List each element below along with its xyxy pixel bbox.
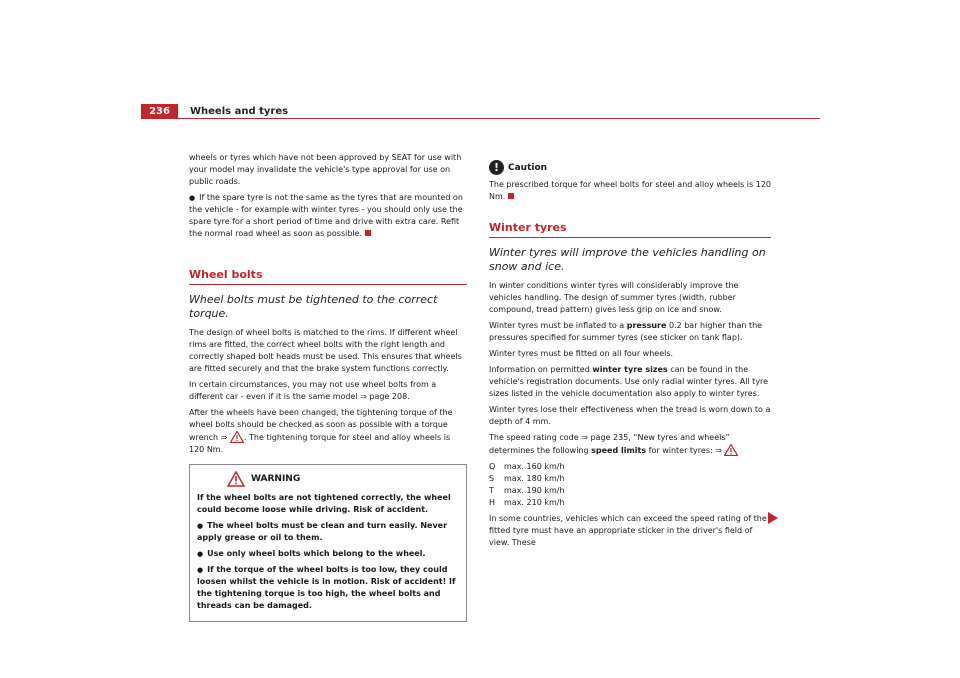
- paragraph: [189, 407, 467, 456]
- paragraph: [489, 320, 771, 344]
- caution-paragraph: [489, 179, 771, 203]
- warning-bullet: ● If the torque of the wheel bolts is too low, they could loosen whilst the vehicle is in motion. Risk of accident! If the tightening torque is too high, the wheel bolts and threads can be damaged.: [197, 564, 459, 612]
- paragraph: [489, 432, 771, 457]
- next-page-arrow-icon[interactable]: [768, 512, 778, 524]
- bold-term: winter tyre sizes: [592, 365, 668, 374]
- paragraph-text: . The tightening torque for steel and alloy wheels is 120 Nm.: [189, 433, 451, 454]
- speed-code: Q: [489, 462, 496, 471]
- section-subtitle-wheel-bolts: Wheel bolts must be tightened to the correct torque.: [189, 293, 438, 320]
- paragraph: In some countries, vehicles which can exceed the speed rating of the fitted tyre must have an appropriate sticker in the driver's field of view. These: [489, 514, 767, 547]
- paragraph: In certain circumstances, you may not use wheel bolts from a different car - even if it is the same model ⇒ page 208.: [189, 380, 437, 401]
- right-column: [489, 152, 771, 553]
- paragraph-text: Winter tyres must be inflated to a: [489, 321, 627, 330]
- section-title-winter-tyres: Winter tyres: [489, 221, 567, 234]
- warning-bullet: ● The wheel bolts must be clean and turn easily. Never apply grease or oil to them.: [197, 520, 459, 544]
- section-title-wheel-bolts: Wheel bolts: [189, 268, 263, 281]
- paragraph: The design of wheel bolts is matched to the rims. If different wheel rims are fitted, the correct wheel bolts with the right length and correctly shaped bolt heads must be used. This ensures that wheels are fitted securely and that the brake system functions correctly.: [189, 328, 462, 373]
- paragraph-text: can be found in the vehicle's registration documents. Use only radial winter tyres. All tyre sizes listed in the vehicle documentation also apply to winter tyres.: [489, 365, 769, 398]
- speed-limit: max. 210 km/h: [504, 498, 565, 507]
- speed-code: T: [489, 486, 494, 495]
- warning-title: WARNING: [251, 474, 301, 484]
- speed-row: [489, 473, 771, 485]
- caution-header: [489, 160, 771, 175]
- bold-term: speed limits: [591, 446, 647, 455]
- section-subtitle-winter-tyres: Winter tyres will improve the vehicles handling on snow and ice.: [489, 246, 766, 273]
- paragraph: Winter tyres must be fitted on all four wheels.: [489, 349, 674, 358]
- speed-code: S: [489, 474, 495, 483]
- caution-title: Caution: [508, 162, 548, 173]
- page-number: 236: [141, 104, 178, 119]
- speed-row: [489, 497, 771, 509]
- caution-icon: !: [489, 160, 504, 175]
- warning-header: [197, 471, 459, 487]
- paragraph-text: Information on permitted: [489, 365, 593, 374]
- intro-bullet: [189, 192, 467, 240]
- paragraph-text: 0.2 bar higher than the pressures specified for summer tyres (see sticker on tank flap).: [489, 321, 763, 342]
- paragraph-text: for winter tyres: ⇒: [646, 446, 722, 455]
- section-rule: [489, 237, 771, 238]
- paragraph: [489, 364, 771, 400]
- section-rule: [189, 284, 467, 285]
- paragraph: Winter tyres lose their effectiveness when the tread is worn down to a depth of 4 mm.: [489, 405, 771, 426]
- left-column: [189, 152, 467, 622]
- speed-limit: max. 180 km/h: [504, 474, 565, 483]
- speed-limit: max. 190 km/h: [504, 486, 565, 495]
- paragraph: In winter conditions winter tyres will considerably improve the vehicles handling. The design of summer tyres (width, rubber compound, tread pattern) gives less grip on ice and snow.: [489, 281, 739, 314]
- warning-box: [189, 464, 467, 622]
- intro-paragraph: wheels or tyres which have not been approved by SEAT for use with your model may invalidate the vehicle's type approval for use on public roads.: [189, 153, 462, 186]
- intro-bullet-text: If the spare tyre is not the same as the tyres that are mounted on the vehicle - for example with winter tyres - you should only use the spare tyre for a short period of time and drive with extra care. Refit the normal road wheel as soon as possible.: [189, 193, 463, 238]
- speed-list: [489, 461, 771, 509]
- speed-row: [489, 461, 771, 473]
- end-mark-icon: [508, 193, 514, 199]
- caution-text: The prescribed torque for wheel bolts for steel and alloy wheels is 120 Nm.: [489, 180, 771, 201]
- end-mark-icon: [365, 230, 371, 236]
- paragraph-text: The speed rating code ⇒ page 235, “New tyres and wheels” determines the following: [489, 433, 730, 455]
- paragraph-text: After the wheels have been changed, the tightening torque of the wheel bolts should be checked as soon as possible with a torque wrench ⇒: [189, 408, 453, 442]
- speed-limit: max. 160 km/h: [504, 462, 565, 471]
- warning-triangle-icon: [230, 431, 244, 443]
- speed-code: H: [489, 498, 496, 507]
- header-rule: [178, 118, 820, 119]
- warning-bullet: ● Use only wheel bolts which belong to the wheel.: [197, 548, 459, 560]
- speed-row: [489, 485, 771, 497]
- bold-term: pressure: [626, 321, 667, 330]
- warning-intro: If the wheel bolts are not tightened correctly, the wheel could become loose while driving. Risk of accident.: [197, 493, 451, 514]
- page-title: Wheels and tyres: [190, 106, 289, 117]
- warning-triangle-icon: [227, 471, 245, 487]
- warning-triangle-icon: [724, 444, 738, 456]
